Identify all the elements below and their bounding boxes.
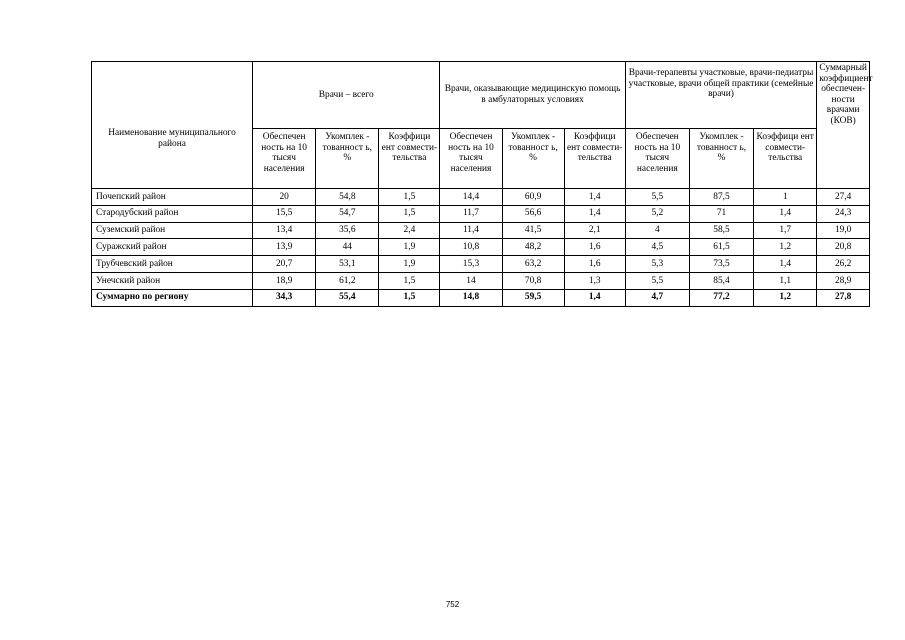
table-row bbox=[92, 205, 870, 222]
table-cell: 1,2 bbox=[754, 289, 817, 306]
table-cell: 14 bbox=[440, 272, 502, 289]
table-cell: 10,8 bbox=[440, 239, 502, 256]
table-cell: 53,1 bbox=[316, 256, 379, 273]
table-cell: 1,6 bbox=[564, 239, 625, 256]
header-sub-coefficient: Коэффици ент совмести- тельства bbox=[564, 129, 625, 189]
page-number: 752 bbox=[445, 600, 460, 609]
row-name: Суммарно по региону bbox=[92, 289, 253, 306]
header-sub-staffing: Укомплек - тованност ь, % bbox=[502, 129, 564, 189]
table-cell: 28,9 bbox=[817, 272, 870, 289]
table-cell: 1,5 bbox=[379, 189, 440, 206]
table-cell: 15,3 bbox=[440, 256, 502, 273]
table-cell: 1,4 bbox=[754, 256, 817, 273]
header-sub-provision: Обеспечен ность на 10 тысяч населения bbox=[253, 129, 316, 189]
table-cell: 20,7 bbox=[253, 256, 316, 273]
table-cell: 4,5 bbox=[625, 239, 689, 256]
table-cell: 26,2 bbox=[817, 256, 870, 273]
table-cell: 18,9 bbox=[253, 272, 316, 289]
table-cell: 1,4 bbox=[564, 189, 625, 206]
table-cell: 5,5 bbox=[625, 189, 689, 206]
table-row bbox=[92, 239, 870, 256]
table-body bbox=[92, 189, 870, 307]
table-cell: 4 bbox=[625, 222, 689, 239]
table-cell: 14,4 bbox=[440, 189, 502, 206]
table-cell: 1,4 bbox=[564, 205, 625, 222]
table-cell: 61,2 bbox=[316, 272, 379, 289]
header-group-row bbox=[92, 62, 870, 129]
table-cell: 27,8 bbox=[817, 289, 870, 306]
table-row bbox=[92, 256, 870, 273]
table-cell: 5,3 bbox=[625, 256, 689, 273]
header-group-district-doctors: Врачи-терапевты участковые, врачи-педиатры участковые, врачи общей практики (семейные врачи) bbox=[625, 62, 817, 129]
row-name: Суземский район bbox=[92, 222, 253, 239]
header-sub-provision: Обеспечен ность на 10 тысяч населения bbox=[625, 129, 689, 189]
table-cell: 1,5 bbox=[379, 272, 440, 289]
table-cell: 14,8 bbox=[440, 289, 502, 306]
table-cell: 13,4 bbox=[253, 222, 316, 239]
table-cell: 2,4 bbox=[379, 222, 440, 239]
data-table bbox=[91, 61, 873, 307]
table-cell: 1,4 bbox=[754, 205, 817, 222]
table-cell: 60,9 bbox=[502, 189, 564, 206]
table-cell: 19,0 bbox=[817, 222, 870, 239]
table-cell: 1,5 bbox=[379, 289, 440, 306]
table-row bbox=[92, 222, 870, 239]
header-name: Наименование муниципального района bbox=[92, 62, 253, 189]
table-cell: 44 bbox=[316, 239, 379, 256]
table-cell: 55,4 bbox=[316, 289, 379, 306]
table-cell: 71 bbox=[689, 205, 753, 222]
table-cell: 85,4 bbox=[689, 272, 753, 289]
header-sub-coefficient: Коэффици ент совмести- тельства bbox=[754, 129, 817, 189]
table-cell: 11,4 bbox=[440, 222, 502, 239]
table-cell: 4,7 bbox=[625, 289, 689, 306]
table-cell: 1,9 bbox=[379, 239, 440, 256]
table-cell: 48,2 bbox=[502, 239, 564, 256]
table-cell: 27,4 bbox=[817, 189, 870, 206]
row-name: Стародубский район bbox=[92, 205, 253, 222]
table-cell: 11,7 bbox=[440, 205, 502, 222]
table-cell: 13,9 bbox=[253, 239, 316, 256]
header-sub-staffing: Укомплек - тованност ь, % bbox=[689, 129, 753, 189]
header-group-all-doctors: Врачи – всего bbox=[253, 62, 440, 129]
table-cell: 54,7 bbox=[316, 205, 379, 222]
table-cell: 35,6 bbox=[316, 222, 379, 239]
table-cell: 63,2 bbox=[502, 256, 564, 273]
table-cell: 54,8 bbox=[316, 189, 379, 206]
table-cell: 5,2 bbox=[625, 205, 689, 222]
table-cell: 20 bbox=[253, 189, 316, 206]
table-row bbox=[92, 272, 870, 289]
table-cell: 24,3 bbox=[817, 205, 870, 222]
table-cell: 1,7 bbox=[754, 222, 817, 239]
table-cell: 70,8 bbox=[502, 272, 564, 289]
table-cell: 1,6 bbox=[564, 256, 625, 273]
table-row bbox=[92, 189, 870, 206]
row-name: Почепский район bbox=[92, 189, 253, 206]
table-cell: 61,5 bbox=[689, 239, 753, 256]
header-sub-provision: Обеспечен ность на 10 тысяч населения bbox=[440, 129, 502, 189]
header-summary: Суммарный коэффициент обеспечен- ности врачами (КОВ) bbox=[817, 62, 870, 189]
table-cell: 2,1 bbox=[564, 222, 625, 239]
table-cell: 20,8 bbox=[817, 239, 870, 256]
row-name: Суражский район bbox=[92, 239, 253, 256]
table-cell: 56,6 bbox=[502, 205, 564, 222]
table-cell: 1 bbox=[754, 189, 817, 206]
table-cell: 58,5 bbox=[689, 222, 753, 239]
row-name: Унечский район bbox=[92, 272, 253, 289]
table-cell: 87,5 bbox=[689, 189, 753, 206]
table-cell: 34,3 bbox=[253, 289, 316, 306]
table-cell: 1,5 bbox=[379, 205, 440, 222]
table-row-total bbox=[92, 289, 870, 306]
table-cell: 59,5 bbox=[502, 289, 564, 306]
row-name: Трубчевский район bbox=[92, 256, 253, 273]
table-cell: 1,2 bbox=[754, 239, 817, 256]
table-cell: 5,5 bbox=[625, 272, 689, 289]
table-cell: 1,1 bbox=[754, 272, 817, 289]
table-cell: 73,5 bbox=[689, 256, 753, 273]
header-sub-staffing: Укомплек - тованност ь, % bbox=[316, 129, 379, 189]
header-sub-coefficient: Коэффици ент совмести- тельства bbox=[379, 129, 440, 189]
table-cell: 1,3 bbox=[564, 272, 625, 289]
table-cell: 1,4 bbox=[564, 289, 625, 306]
header-group-outpatient-doctors: Врачи, оказывающие медицинскую помощь в амбулаторных условиях bbox=[440, 62, 625, 129]
table-cell: 77,2 bbox=[689, 289, 753, 306]
table-cell: 1,9 bbox=[379, 256, 440, 273]
table-cell: 41,5 bbox=[502, 222, 564, 239]
table-cell: 15,5 bbox=[253, 205, 316, 222]
